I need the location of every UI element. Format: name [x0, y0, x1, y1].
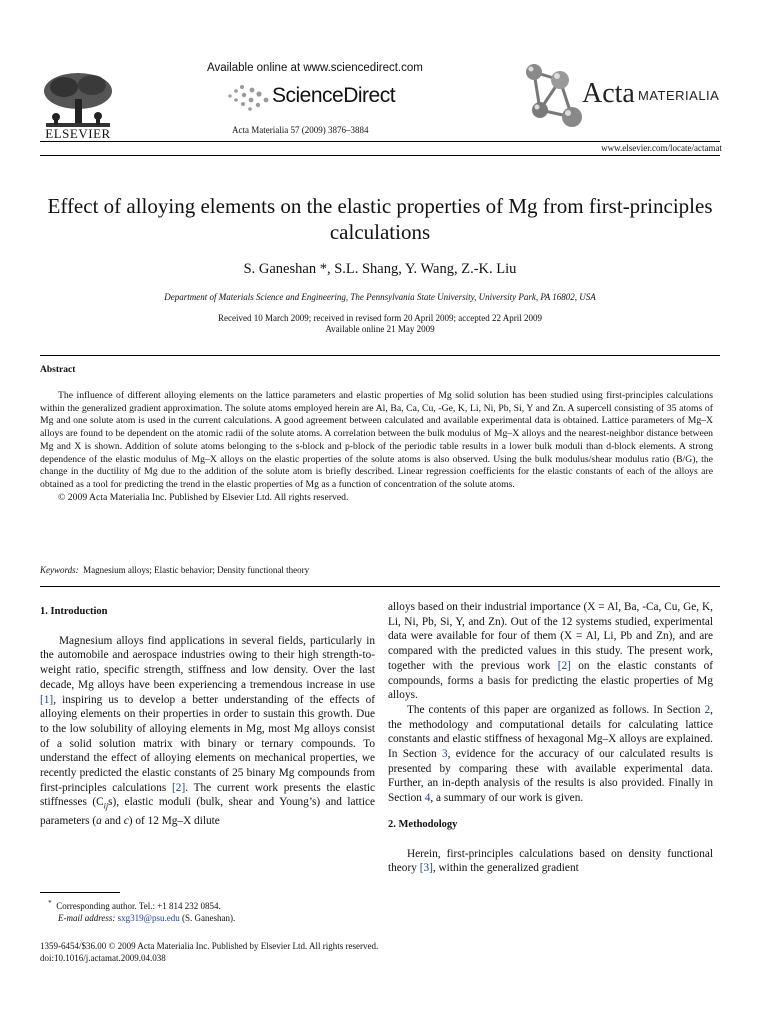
footnote-rule — [40, 892, 120, 893]
abstract-heading: Abstract — [40, 365, 76, 375]
acta-wordmark: Acta — [582, 78, 635, 109]
intro-paragraph-1-continued: alloys based on their industrial importance (X = Al, Ba, -Ca, Cu, Ge, K, Li, Ni, Pb, Si, Y, and Zn). Out of the 12 systems studied, experimental data were available for four of them (X = Al, Li, Pb and Zn), and are compared with the predicted values in this study. The present work, together with the previous work [2] on the elastic constants of compounds, forms a basis for predicting the elastic properties of Mg alloys. — [388, 601, 713, 702]
citation-link-3[interactable]: [3] — [419, 862, 433, 875]
section-link-3[interactable]: 3 — [441, 748, 448, 761]
sciencedirect-logo — [226, 80, 416, 114]
journal-url: www.elsevier.com/locate/actamat — [601, 143, 722, 153]
left-column — [40, 605, 375, 829]
section-heading-methodology: 2. Methodology — [388, 818, 458, 830]
publisher-name: ELSEVIER — [45, 126, 111, 141]
received-dates: Received 10 March 2009; received in revised form 20 April 2009; accepted 22 April 2009 — [218, 313, 542, 323]
article-dates — [40, 313, 720, 335]
article-title: Effect of alloying elements on the elastic properties of Mg from first-principles calculations — [47, 194, 713, 244]
header-rule — [40, 141, 720, 142]
molecule-icon — [520, 62, 590, 137]
keywords-text: Magnesium alloys; Elastic behavior; Density functional theory — [83, 565, 310, 575]
citation-link-2[interactable]: [2] — [172, 781, 186, 794]
acta-materialia-logo — [520, 62, 730, 137]
corresponding-author-footnote — [40, 897, 375, 924]
section-heading-introduction: 1. Introduction — [40, 606, 108, 617]
section-link-4[interactable]: 4 — [424, 792, 431, 805]
citation-link-1[interactable]: [1] — [40, 693, 54, 706]
available-date: Available online 21 May 2009 — [325, 324, 435, 334]
citation-link-2b[interactable]: [2] — [557, 659, 571, 672]
keywords-label: Keywords: — [40, 565, 79, 575]
right-column — [388, 600, 713, 876]
methodology-paragraph-1: Herein, first-principles calculations based on density functional theory [3], within the generalized gradient — [388, 847, 713, 875]
email-label: E-mail address: — [58, 913, 116, 923]
author-list: S. Ganeshan *, S.L. Shang, Y. Wang, Z.-K. Liu — [243, 261, 517, 277]
abstract-paragraph: The influence of different alloying elements on the lattice parameters and elastic properties of Mg solid solution has been studied using first-principles calculations within the generalized gradient approximation. The solute atoms employed herein are Al, Ba, Ca, Cu, -Ge, K, Li, Ni, Pb, Si, Y and Zn. A supercell consisting of 35 atoms of Mg and one solute atom is used in the current calculations. A good agreement between calculated and available experimental data is obtained. Lattice parameters of Mg–X alloys are found to be dependent on the atomic radii of the solute atoms. A correlation between the bulk modulus of Mg–X alloys and the nearest-neighbor distance between Mg and X is shown. Addition of solute atoms belonging to the s-block and p-block of the periodic table results in a lower bulk moduli than d-block elements. A strong dependence of the elastic modulus of Mg–X alloys on the elastic properties of the solute atoms is also observed. Using the bulk modulus/shear modulus ratio (B/G), the change in the ductility of Mg due to the addition of the solute atom is briefly described. Linear regression coefficients for the elastic constants of each of the alloys are obtained as a tool for predicting the trend in the elastic properties of Mg as a function of concentration of the solute atoms. — [40, 390, 713, 490]
email-owner: (S. Ganeshan). — [181, 913, 236, 923]
abstract-body — [40, 390, 713, 504]
available-online-text: Available online at www.sciencedirect.com — [207, 62, 423, 74]
sciencedirect-wordmark: ScienceDirect — [272, 84, 396, 107]
keywords-line — [40, 565, 309, 575]
keywords-rule — [40, 586, 720, 587]
sciencedirect-dots-icon — [226, 82, 270, 112]
intro-paragraph-1: Magnesium alloys find applications in several fields, particularly in the automobile and aerospace industries owing to their high strength-to-weight ratio, specific strength, stiffness and low density. Over the last decade, Mg alloys have been experiencing a tremendous increase in use [1], inspiring us to develop a better understanding of the effects of alloying elements on their properties in order to sustain this growth. Due to the low solubility of alloying elements in Mg, most Mg alloys consist of a solid solution matrix with binary or ternary compounds. To understand the effect of alloying elements on mechanical properties, we recently predicted the elastic constants of 25 binary Mg compounds from first-principles calculations [2]. The current work presents the elastic stiffnesses $(C_{ij}s)$, elastic moduli (bulk, shear and Young’s) and lattice parameters (a and c) of 12 Mg–X dilute — [40, 634, 375, 828]
section-link-2[interactable]: 2 — [704, 703, 711, 716]
doi-line: doi:10.1016/j.actamat.2009.04.038 — [40, 953, 166, 963]
intro-paragraph-2: The contents of this paper are organized as follows. In Section 2, the methodology and computational details for calculating lattice constants and elastic stiffness of hexagonal Mg–X alloys are explained. In Section 3, evidence for the accuracy of our calculated results is presented by comparing these with available experimental data. Further, an in-depth analysis of the results is also provided. Finally in Section 4, a summary of our work is given. — [388, 703, 713, 805]
footnote-contact: Corresponding author. Tel.: +1 814 232 0854. — [56, 901, 221, 911]
journal-citation: Acta Materialia 57 (2009) 3876–3884 — [232, 125, 369, 135]
header-rule-lower — [40, 155, 720, 156]
materialia-wordmark: MATERIALIA — [638, 88, 720, 103]
email-link[interactable]: sxg319@psu.edu — [117, 913, 180, 923]
issn-line: 1359-6454/$36.00 © 2009 Acta Materialia Inc. Published by Elsevier Ltd. All rights reserved. — [40, 941, 379, 951]
author-affiliation: Department of Materials Science and Engineering, The Pennsylvania State University, University Park, PA 16802, USA — [164, 292, 596, 302]
footnote-mark: * — [48, 898, 52, 907]
abstract-rule — [40, 355, 720, 356]
abstract-copyright: © 2009 Acta Materialia Inc. Published by Elsevier Ltd. All rights reserved. — [58, 491, 349, 503]
article-identifiers — [40, 940, 378, 964]
